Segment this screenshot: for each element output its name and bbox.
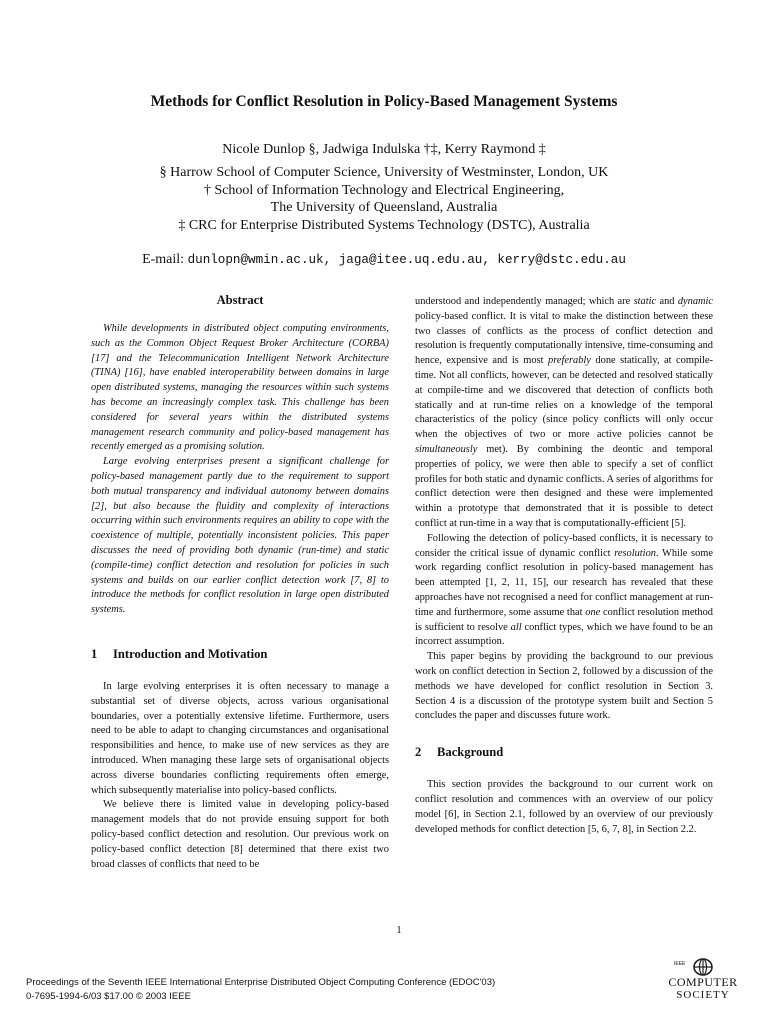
section-1-heading xyxy=(91,646,389,662)
text-run: met). By combining the deontic and temporal properties of policy, we were then able to specify a set of conflict profiles for both static and dynamic conflicts. A series of algorithms for conflict detection were then designed and these were implemented within a prototype that demonstrated that it is possible to detect conflict at run-time in a way that is computationally-efficient [5]. xyxy=(415,443,713,529)
emphasis-one: one xyxy=(585,606,601,618)
intro-paragraph-2: We believe there is limited value in developing policy-based management models that do not provide ensuing support for both policy-based conflict detection and resolution. Our previous work on policy-based conflict detection [8] determined that there exist two broad classes of conflicts that need to be xyxy=(91,799,389,870)
emphasis-simultaneously: simultaneously xyxy=(415,443,478,455)
section-2-title: Background xyxy=(437,745,504,760)
abstract-heading: Abstract xyxy=(216,293,264,307)
emphasis-dynamic: dynamic xyxy=(677,296,714,307)
section-2-number: 2 xyxy=(415,745,422,760)
text-run: conflict types, which we have found to be an incorrect assumption. xyxy=(415,621,713,648)
email-addresses: dunlopn@wmin.ac.uk, jaga@itee.uq.edu.au, kerry@dstc.edu.au xyxy=(187,253,626,267)
affiliation-dstc: ‡ CRC for Enterprise Distributed Systems Technology (DSTC), Australia xyxy=(178,218,590,233)
continued-paragraph xyxy=(415,295,713,532)
section-2-heading xyxy=(415,744,713,760)
left-column xyxy=(91,292,389,872)
text-run: Following the detection of policy-based conflicts, it is necessary to consider the critical issue of dynamic conflict xyxy=(415,532,713,559)
resolution-paragraph xyxy=(415,532,713,650)
text-run: understood and independently managed; which are xyxy=(415,296,634,307)
emphasis-resolution: resolution xyxy=(614,547,656,559)
wordmark-computer: COMPUTER xyxy=(668,975,738,989)
text-run: done statically, at compile-time. Not all conflicts, however, can be detected and resolved statically at compile-time and we discovered that detection of conflicts both statically and at run-time relies on a knowledge of the temporal characteristics of the policy (since policy conflicts will only occur when the objectives of two or more active policies cannot be xyxy=(415,355,713,441)
text-run: and xyxy=(656,296,678,307)
emphasis-all: all xyxy=(510,621,522,633)
abstract-paragraph-2: Large evolving enterprises present a significant challenge for policy-based management partly due to the requirement to support both mutual transparency and individual autonomy between domains [2], but also because the fluidity and complexity of interactions occurring within such environments requires an ability to cope with the coexistence of multiple, potentially inconsistent policies. This paper discusses the need of providing both dynamic (run-time) and static (compile-time) conflict detection and resolution for policies in such systems and builds on our earlier conflict detection work [7, 8] to introduce the methods for conflict resolution in large open distributed systems. xyxy=(91,456,389,616)
affiliation-uq: The University of Queensland, Australia xyxy=(270,200,498,215)
section-1-title: Introduction and Motivation xyxy=(113,646,268,661)
affiliation-westminster: § Harrow School of Computer Science, University of Westminster, London, UK xyxy=(159,165,609,180)
text-run: policy-based conflict. It is vital to make the distinction between these two classes of conflicts as the process of conflict detection and resolution is frequently computationally intensive, time-consuming and hence, expensive and is most xyxy=(415,310,713,367)
text-run: conflict resolution method is sufficient to resolve xyxy=(415,606,713,633)
proceedings-footer xyxy=(26,976,626,1004)
email-label: E-mail: xyxy=(142,252,188,267)
intro-paragraph-1: In large evolving enterprises it is often necessary to manage a substantial set of diverse objects, across various organisational boundaries, over a potentially extensive lifetime. Furthermore, users need to be able to adapt to changing circumstances and organisational responsibilities and hence, to make use of new services as they are introduced. When managing these large sets of organisational objects across diverse boundaries conflicting requirements often emerge, which subsequently materialise into policy-based conflicts. xyxy=(91,680,389,796)
outline-paragraph: This paper begins by providing the background to our previous work on conflict detection in Section 2, followed by a discussion of the methods we have developed for conflict resolution in Section 3. Section 4 is a discussion of the prototype system built and Section 5 concludes the paper and discusses future work. xyxy=(415,651,713,722)
computer-society-logo xyxy=(660,958,746,1006)
ieee-wordmark: IEEE xyxy=(674,961,686,967)
abstract-paragraph-1: While developments in distributed object computing environments, such as the Common Object Request Broker Architecture (CORBA) [17] and the Telecommunication Intelligent Network Architecture (TINA) [16], have enabled interoperability between domains in large open distributed systems, managing the resources within such systems has become an increasingly complex task. This challenge has been considered for several years within the distributed systems management research community and policy-based management has recently emerged as a promising solution. xyxy=(91,323,389,453)
email-line xyxy=(40,250,728,270)
paper-title: Methods for Conflict Resolution in Policy-Based Management Systems xyxy=(150,93,618,110)
proceedings-line: Proceedings of the Seventh IEEE International Enterprise Distributed Object Computing Conference (EDOC'03) xyxy=(26,977,496,988)
emphasis-static: static xyxy=(633,296,657,307)
text-run: . While some work regarding conflict resolution in policy-based management has been attempted [1, 2, 11, 15], our research has revealed that these approaches have not recognised a need for conflict management at run-time and furthermore, some assume that xyxy=(415,547,713,618)
wordmark-society: SOCIETY xyxy=(676,989,730,1001)
affiliation-uq-school: † School of Information Technology and Electrical Engineering, xyxy=(203,183,565,198)
background-paragraph: This section provides the background to our current work on conflict resolution and commences with an overview of our policy model [6], in Section 2.1, followed by an overview of our previously developed methods for conflict detection [5, 6, 7, 8], in Section 2.2. xyxy=(415,779,713,835)
emphasis-preferably: preferably xyxy=(548,355,591,367)
copyright-line: 0-7695-1994-6/03 $17.00 © 2003 IEEE xyxy=(26,991,191,1002)
society-wordmark xyxy=(660,976,746,1002)
right-column xyxy=(415,295,713,837)
author-list: Nicole Dunlop §, Jadwiga Indulska †‡, Kerry Raymond ‡ xyxy=(222,142,546,157)
page-number: 1 xyxy=(396,925,402,936)
section-1-number: 1 xyxy=(91,646,98,661)
